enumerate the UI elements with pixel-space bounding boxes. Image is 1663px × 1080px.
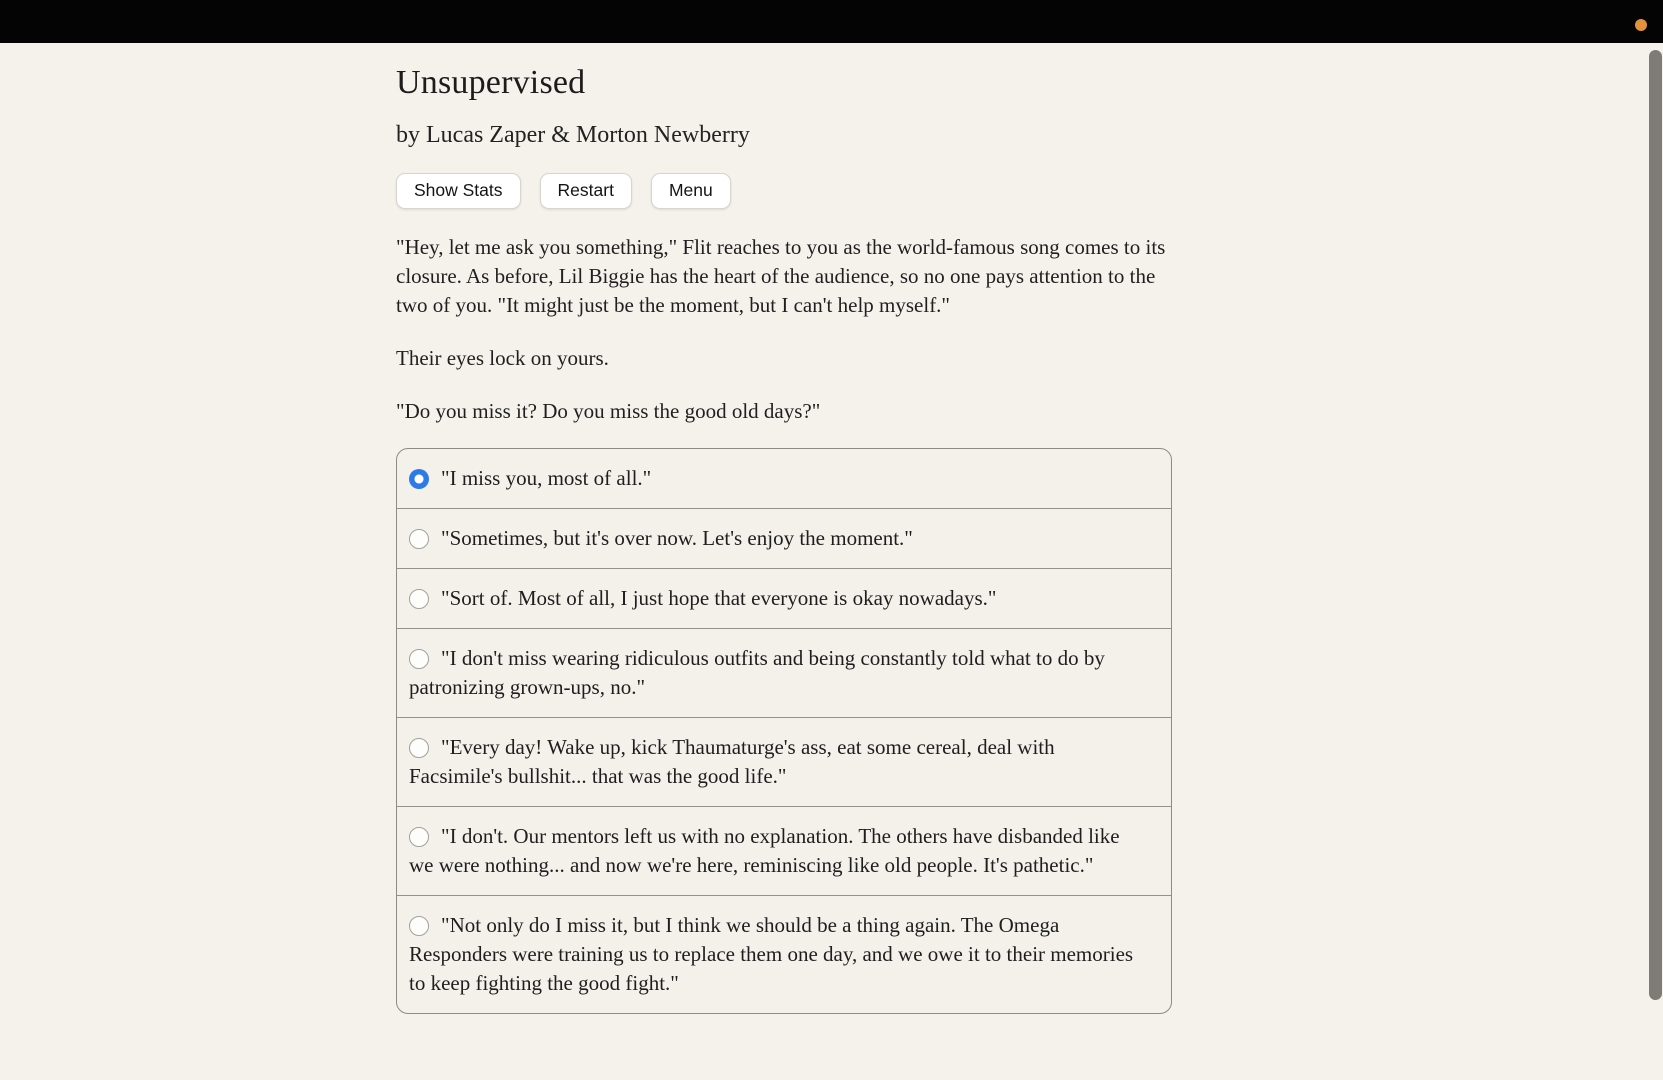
radio-selected-icon[interactable] xyxy=(409,469,429,489)
choice-option-label: "Every day! Wake up, kick Thaumaturge's ass, eat some cereal, deal with Facsimile's bullshit... that was the good life." xyxy=(409,735,1055,788)
radio-unselected-icon[interactable] xyxy=(409,738,429,758)
story-text xyxy=(396,233,1172,426)
choice-option[interactable] xyxy=(397,449,1171,508)
radio-unselected-icon[interactable] xyxy=(409,529,429,549)
toolbar xyxy=(396,173,1172,209)
choice-option-label: "Sometimes, but it's over now. Let's enjoy the moment." xyxy=(441,526,913,550)
top-bar xyxy=(0,0,1663,43)
choice-option[interactable] xyxy=(397,895,1171,1013)
choice-option-label: "Sort of. Most of all, I just hope that everyone is okay nowadays." xyxy=(441,586,997,610)
choice-option[interactable] xyxy=(397,568,1171,628)
notification-dot-icon xyxy=(1635,19,1647,31)
choice-option[interactable] xyxy=(397,806,1171,895)
menu-button[interactable]: Menu xyxy=(651,173,731,209)
radio-unselected-icon[interactable] xyxy=(409,827,429,847)
choice-list xyxy=(396,448,1172,1014)
restart-button[interactable]: Restart xyxy=(540,173,632,209)
choice-option-label: "I don't. Our mentors left us with no explanation. The others have disbanded like we were nothing... and now we're here, reminiscing like old people. It's pathetic." xyxy=(409,824,1120,877)
choice-option-label: "Not only do I miss it, but I think we should be a thing again. The Omega Responders were training us to replace them one day, and we owe it to their memories to keep fighting the good fight." xyxy=(409,913,1134,995)
radio-unselected-icon[interactable] xyxy=(409,649,429,669)
story-paragraph: "Hey, let me ask you something," Flit reaches to you as the world-famous song comes to its closure. As before, Lil Biggie has the heart of the audience, so no one pays attention to the two of you. "It might just be the moment, but I can't help myself." xyxy=(396,235,1166,317)
choice-option[interactable] xyxy=(397,628,1171,717)
story-paragraph: "Do you miss it? Do you miss the good old days?" xyxy=(396,399,821,423)
byline: by Lucas Zaper & Morton Newberry xyxy=(396,122,750,148)
story-paragraph: Their eyes lock on yours. xyxy=(396,346,609,370)
choice-option[interactable] xyxy=(397,717,1171,806)
choice-option-label: "I don't miss wearing ridiculous outfits and being constantly told what to do by patronizing grown-ups, no." xyxy=(409,646,1105,699)
radio-unselected-icon[interactable] xyxy=(409,589,429,609)
radio-unselected-icon[interactable] xyxy=(409,916,429,936)
choice-option[interactable] xyxy=(397,508,1171,568)
page-title: Unsupervised xyxy=(396,64,586,101)
choice-option-label: "I miss you, most of all." xyxy=(441,466,652,490)
scrollbar-thumb[interactable] xyxy=(1649,50,1662,1000)
show-stats-button[interactable]: Show Stats xyxy=(396,173,521,209)
game-content xyxy=(396,43,1172,1014)
